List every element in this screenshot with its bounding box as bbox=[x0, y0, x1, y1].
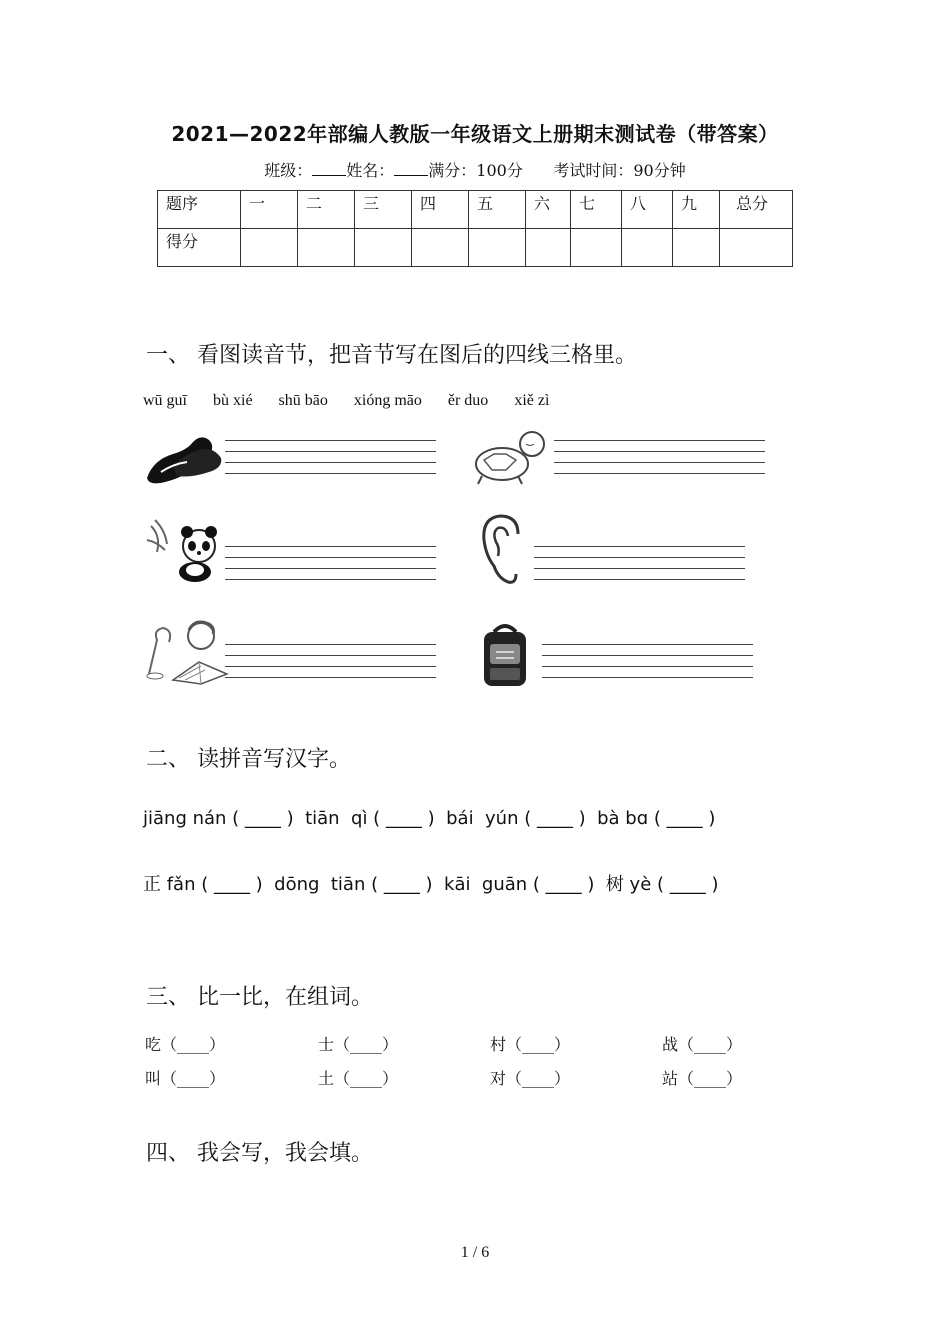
q3-item: 叫（____） bbox=[145, 1069, 226, 1088]
score-cell[interactable] bbox=[622, 229, 673, 267]
ear-icon bbox=[478, 514, 528, 586]
header-cell: 总分 bbox=[720, 191, 793, 229]
score-cell[interactable] bbox=[526, 229, 571, 267]
score-cell[interactable] bbox=[673, 229, 720, 267]
score-cell[interactable] bbox=[720, 229, 793, 267]
writing-lines[interactable] bbox=[542, 644, 753, 688]
pinyin-item: wū guī bbox=[143, 392, 187, 409]
q3-item: 士（____） bbox=[318, 1035, 399, 1054]
header-cell: 四 bbox=[412, 191, 469, 229]
full-score: 满分：100分 bbox=[428, 161, 523, 180]
header-cell: 二 bbox=[298, 191, 355, 229]
score-table bbox=[157, 190, 793, 267]
q3-heading: 三、 比一比，在组词。 bbox=[146, 985, 373, 1010]
header-cell: 七 bbox=[571, 191, 622, 229]
turtle-icon bbox=[470, 424, 550, 488]
header-cell: 八 bbox=[622, 191, 673, 229]
exam-time: 考试时间：90分钟 bbox=[553, 161, 686, 180]
q4-heading: 四、 我会写，我会填。 bbox=[146, 1141, 373, 1166]
score-cell[interactable] bbox=[355, 229, 412, 267]
shoes-icon bbox=[143, 426, 225, 488]
row-label: 得分 bbox=[158, 229, 241, 267]
score-table-score-row bbox=[158, 229, 793, 267]
pinyin-item: xiě zì bbox=[514, 392, 550, 409]
q2-row-2: 正 fǎn ( ____ ) dōng tiān ( ____ ) kāi guān ( ____ ) 树 yè ( ____ ) bbox=[143, 874, 719, 895]
name-blank bbox=[394, 161, 428, 176]
backpack-icon bbox=[474, 618, 534, 690]
score-table-header-row bbox=[158, 191, 793, 229]
score-cell[interactable] bbox=[412, 229, 469, 267]
page-number: 1 / 6 bbox=[460, 1244, 490, 1261]
q3-item: 站（____） bbox=[662, 1069, 743, 1088]
header-cell: 一 bbox=[241, 191, 298, 229]
header-cell: 九 bbox=[673, 191, 720, 229]
writing-lines[interactable] bbox=[225, 440, 436, 484]
q3-item: 土（____） bbox=[318, 1069, 399, 1088]
q2-row-1: jiāng nán ( ____ ) tiān qì ( ____ ) bái yún ( ____ ) bà bɑ ( ____ ) bbox=[143, 808, 716, 829]
name-label: 姓名： bbox=[346, 161, 395, 180]
header-cell: 题序 bbox=[158, 191, 241, 229]
score-cell[interactable] bbox=[571, 229, 622, 267]
exam-info bbox=[0, 158, 950, 181]
header-cell: 六 bbox=[526, 191, 571, 229]
header-cell: 五 bbox=[469, 191, 526, 229]
page-title: 2021—2022年部编人教版一年级语文上册期末测试卷（带答案） bbox=[171, 122, 779, 146]
child-writing-icon bbox=[143, 618, 229, 686]
q2-heading: 二、 读拼音写汉字。 bbox=[146, 747, 351, 772]
writing-lines[interactable] bbox=[534, 546, 745, 590]
pinyin-item: bù xié bbox=[213, 392, 253, 409]
panda-icon bbox=[145, 516, 225, 586]
q1-heading: 一、 看图读音节，把音节写在图后的四线三格里。 bbox=[146, 343, 637, 368]
pinyin-item: xióng māo bbox=[353, 392, 422, 409]
writing-lines[interactable] bbox=[554, 440, 765, 484]
q3-item: 对（____） bbox=[490, 1069, 571, 1088]
score-cell[interactable] bbox=[298, 229, 355, 267]
writing-lines[interactable] bbox=[225, 644, 436, 688]
q3-item: 战（____） bbox=[662, 1035, 743, 1054]
header-cell: 三 bbox=[355, 191, 412, 229]
q1-pinyin-list bbox=[143, 392, 571, 410]
score-cell[interactable] bbox=[241, 229, 298, 267]
writing-lines[interactable] bbox=[225, 546, 436, 590]
pinyin-item: shū bāo bbox=[278, 392, 328, 409]
class-blank bbox=[312, 161, 346, 176]
score-cell[interactable] bbox=[469, 229, 526, 267]
pinyin-item: ěr duo bbox=[447, 392, 489, 409]
q3-item: 吃（____） bbox=[145, 1035, 226, 1054]
q3-item: 村（____） bbox=[490, 1035, 571, 1054]
class-label: 班级： bbox=[264, 161, 313, 180]
